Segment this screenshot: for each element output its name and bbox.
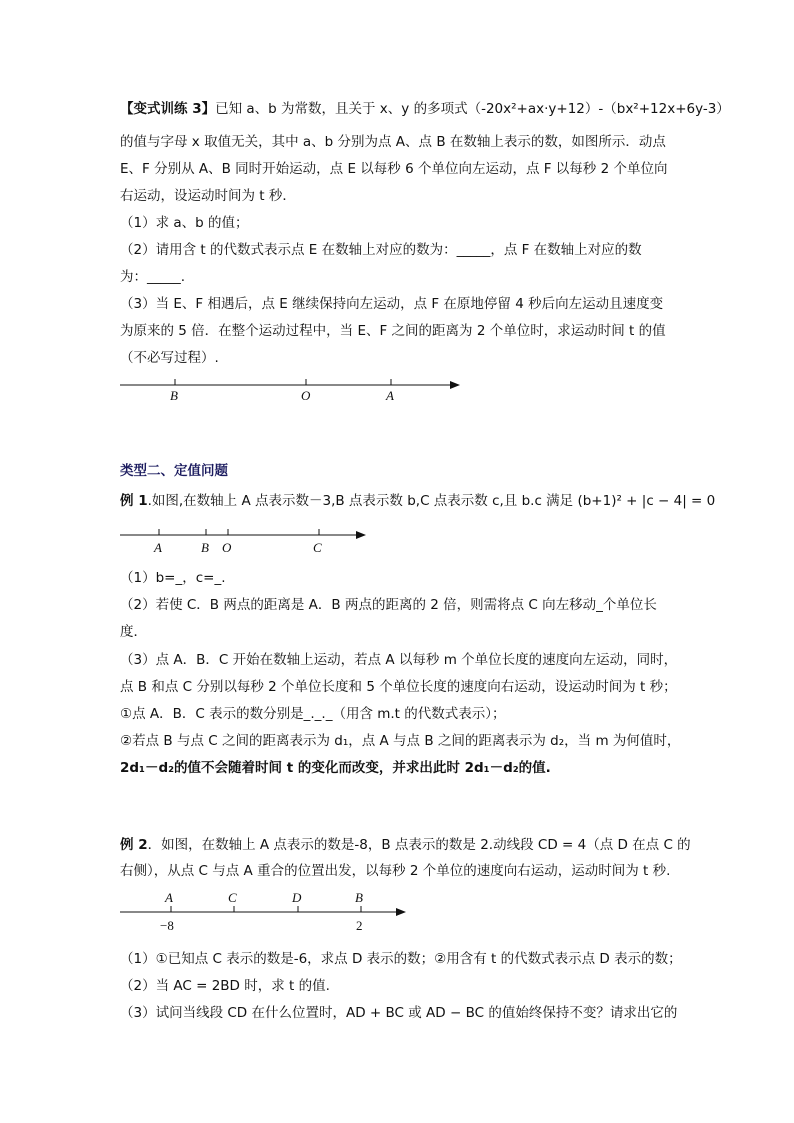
example-2-q3: （3）试问当线段 CD 在什么位置时，AD + BC 或 AD − BC 的值始终保持不变？请求出它的 [120,1005,678,1021]
axis3-label-c: C [228,890,237,905]
exercise-3-q2-cont: 为：_____. [120,269,186,285]
exercise-3-title: 【变式训练 3】 [120,101,216,117]
axis3-label-d: D [292,890,302,905]
example-1-line-1 [120,492,715,510]
exercise-3-q3-end: （不必写过程）. [120,350,219,366]
example-1-q3-cont: 点 B 和点 C 分别以每秒 2 个单位长度和 5 个单位长度的速度向右运动，设运动时间为 t 秒； [120,679,677,695]
example-1-q3-part2-cont: 2d₁－d₂的值不会随着时间 t 的变化而改变，并求出此时 2d₁－d₂的值. [120,760,551,776]
exercise-3-line-4: 右运动，设运动时间为 t 秒． [120,188,296,204]
example-2-line-2: 右侧），从点 C 与点 A 重合的位置出发，以每秒 2 个单位的速度向右运动，运动时间为 t 秒. [120,863,671,879]
axis2-label-o: O [222,540,232,555]
example-1-q3-part2: ②若点 B 与点 C 之间的距离表示为 d₁，点 A 与点 B 之间的距离表示为 d₂，当 m 为何值时， [120,733,681,749]
axis3-number-b: 2 [356,918,363,933]
example-2-label: 例 2 [120,837,148,853]
axis2-label-a: A [154,540,162,555]
example-1-q1: （1）b=_，c=_. [120,570,226,586]
exercise-3-q1: （1）求 a、b 的值； [120,215,249,231]
section-heading: 类型二、定值问题 [120,463,228,479]
axis3-label-b: B [355,890,363,905]
axis2-label-c: C [313,540,322,555]
exercise-3-q3: （3）当 E、F 相遇后，点 E 继续保持向左运动，点 F 在原地停留 4 秒后向左运动且速度变 [120,296,664,312]
example-1-q3: （3）点 A．B．C 开始在数轴上运动，若点 A 以每秒 m 个单位长度的速度向左运动，同时， [120,652,678,668]
axis1-label-o: O [301,388,311,403]
example-2-q2: （2）当 AC = 2BD 时，求 t 的值. [120,978,330,994]
exercise-3-line-2: 的值与字母 x 取值无关，其中 a、b 分别为点 A、点 B 在数轴上表示的数，如图所示．动点 [120,134,666,150]
exercise-3-q2: （2）请用含 t 的代数式表示点 E 在数轴上对应的数为：_____，点 F 在数轴上对应的数 [120,242,642,258]
axis1-label-b: B [170,388,178,403]
exercise-3-text-1: 已知 a、b 为常数，且关于 x、y 的多项式（-20x²+ax·y+12）-（bx²+12x+6y-3） [215,101,730,117]
example-2-q1: （1）①已知点 C 表示的数是-6，求点 D 表示的数；②用含有 t 的代数式表示点 D 表示的数； [120,951,682,967]
axis3-number-a: −8 [160,918,174,933]
axis2-label-b: B [201,540,209,555]
example-1-text-1: .如图,在数轴上 A 点表示数－3,B 点表示数 b,C 点表示数 c,且 b.c 满足 (b+1)² + |c − 4| = 0 [147,493,716,509]
axis1-label-a: A [386,388,394,403]
exercise-3-line-3: E、F 分别从 A、B 同时开始运动，点 E 以每秒 6 个单位向左运动，点 F 以每秒 2 个单位向 [120,161,668,177]
example-1-q2: （2）若使 C．B 两点的距离是 A．B 两点的距离的 2 倍，则需将点 C 向左移动_个单位长 [120,597,657,613]
number-line-1 [120,379,460,403]
number-line-2 [120,529,366,555]
example-1-q2-cont: 度． [120,624,147,640]
example-2-line-1 [120,836,691,854]
exercise-3-q3-cont: 为原来的 5 倍．在整个运动过程中，当 E、F 之间的距离为 2 个单位时，求运动时间 t 的值 [120,323,666,339]
number-line-3 [120,890,406,933]
example-2-text-1: ．如图，在数轴上 A 点表示的数是-8，B 点表示的数是 2.动线段 CD = 4（点 D 在点 C 的 [147,837,691,853]
example-1-q3-part1: ①点 A．B．C 表示的数分别是_._._（用含 m.t 的代数式表示）； [120,706,506,722]
example-1-label: 例 1 [120,493,148,509]
axis3-label-a: A [165,890,173,905]
